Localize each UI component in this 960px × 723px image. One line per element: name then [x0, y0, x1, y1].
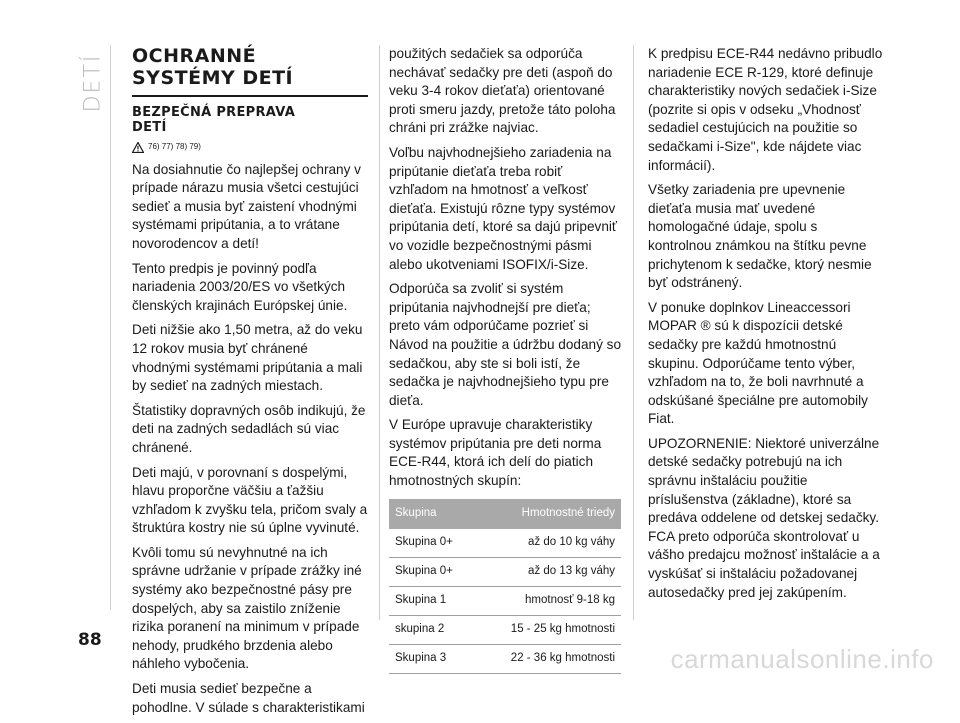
section-title-line-1: OCHRANNÉ: [132, 45, 257, 67]
table-cell-weight: 15 - 25 kg hmotnosti: [476, 615, 621, 644]
column-1: [132, 45, 368, 723]
paragraph: V Európe upravuje charakteristiky systémov pripútania pre deti norma ECE-R44, ktorá ich delí do piatich hmotnostných skupín:: [389, 417, 602, 489]
section-title-line-2: SYSTÉMY DETÍ: [132, 67, 294, 89]
paragraph: Odporúča sa zvoliť si systém pripútania najvhodnejší pre dieťa; preto vám odporúčame pozrieť si Návod na použitie a údržbu dodaný so sedačkou, aby ste si boli istí, že sedačka je najvhodnejšieho typu pre dieťa.: [389, 281, 622, 408]
table-header-weight: Hmotnostné triedy: [476, 499, 621, 529]
warning-reference-numbers: 76) 77) 78) 79): [148, 142, 201, 151]
weight-groups-table: [389, 499, 621, 674]
table-cell-group: Skupina 1: [389, 586, 476, 615]
chapter-side-tab-label: DETÍ: [80, 53, 106, 113]
paragraph: Tento predpis je povinný podľa nariadenia 2003/20/ES vo všetkých členských krajinách Európskej únie.: [132, 260, 348, 313]
table-cell-group: Skupina 0+: [389, 557, 476, 586]
paragraph: použitých sedačiek sa odporúča nechávať sedačky pre deti (aspoň do veku 3-4 rokov dieťaťa) orientované proti smeru jazdy, pretože táto poloha chráni pri zrážke najviac.: [389, 46, 616, 136]
section-subtitle: [132, 105, 368, 135]
paragraph: Deti musia sedieť bezpečne a pohodlne. V súlade s charakteristikami: [132, 681, 365, 715]
paragraph: V ponuke doplnkov Lineaccessori MOPAR ® sú k dispozícii detské sedačky pre každú hmotnostnú skupinu. Odporúčame tento výber, vzhľadom na to, že boli navrhnuté a odskúšané špeciálne pre automobily Fiat.: [648, 299, 868, 427]
page-number: 88: [78, 630, 102, 650]
paragraph: Voľbu najvhodnejšieho zariadenia na pripútanie dieťaťa treba robiť vzhľadom na hmotnosť a veľkosť dieťaťa. Existujú rôzne typy systémov pripútania detí, ktoré sa dajú pripevniť vo vozidle bezpečnostnými pásmi alebo ukotveniami ISOFIX/i-Size.: [389, 144, 618, 272]
table-cell-weight: 22 - 36 kg hmotnosti: [476, 644, 621, 673]
section-subtitle-line-2: DETÍ: [132, 120, 167, 135]
table-header-group: Skupina: [389, 499, 476, 529]
side-divider: [110, 45, 111, 610]
column-divider-2: [633, 45, 634, 620]
column-2: [389, 45, 621, 674]
paragraph: K predpisu ECE-R44 nedávno pribudlo nariadenie ECE R-129, ktoré definuje charakteristiky nových sedačiek i-Size (pozrite si opis v odseku „Vhodnosť sedadiel cestujúcich na použitie so sedačkami i-Size", kde nájdete viac informácií).: [648, 46, 883, 173]
table-row: [389, 557, 621, 586]
title-rule: [132, 95, 368, 97]
table-cell-group: Skupina 0+: [389, 529, 476, 558]
paragraph: UPOZORNENIE: Niektoré univerzálne detské sedačky potrebujú na ich správnu inštaláciu použitie príslušenstva (základne), ktoré sa predáva oddelene od detskej sedačky. FCA preto odporúča skontrolovať u vášho predajcu možnosť inštalácie a a vyskúšať si inštaláciu požadovanej autosedačky pred jej zakúpením.: [648, 435, 880, 600]
chapter-side-tab: [78, 48, 108, 118]
warning-references: [132, 138, 368, 157]
paragraph: Na dosiahnutie čo najlepšej ochrany v prípade nárazu musia všetci cestujúci sedieť a musia byť zaistení vhodnými systémami pripútania, a to vrátane novorodencov a detí!: [132, 161, 361, 251]
watermark: carmanualsonline.info: [670, 644, 934, 674]
paragraph: Štatistiky dopravných osôb indikujú, že deti na zadných sedadlách sú viac chránené.: [132, 402, 366, 455]
table-cell-weight: hmotnosť 9-18 kg: [476, 586, 621, 615]
paragraph: Deti majú, v porovnaní s dospelými, hlavu proporčne väčšiu a ťažšiu vzhľadom k zvyšku tela, pričom svaly a štruktúra kostry nie sú úplne vyvinuté.: [132, 464, 368, 536]
paragraph: Kvôli tomu sú nevyhnutné na ich správne udržanie v prípade zrážky iné systémy ako bezpečnostné pásy pre dospelých, aby sa zaistilo zníženie rizika poranení na minimum v prípade nehody, prudkého brzdenia alebo náhleho vybočenia.: [132, 544, 362, 672]
table-cell-weight: až do 13 kg váhy: [476, 557, 621, 586]
table-row: [389, 586, 621, 615]
column-3: [648, 45, 884, 608]
section-title: [132, 45, 368, 89]
section-subtitle-line-1: BEZPEČNÁ PREPRAVA: [132, 105, 296, 120]
paragraph: Všetky zariadenia pre upevnenie dieťaťa musia mať uvedené homologačné údaje, spolu s kontrolnou známkou na štítku pevne prichytenom k sedačke, ktorý nesmie byť odstránený.: [648, 182, 872, 291]
table-row: [389, 529, 621, 558]
table-cell-weight: až do 10 kg váhy: [476, 529, 621, 558]
warning-triangle-icon: [132, 142, 144, 153]
paragraph: Deti nižšie ako 1,50 metra, až do veku 12 rokov musia byť chránené vhodnými systémami pripútania a mali by sedieť na zadných miestach.: [132, 322, 363, 394]
table-cell-group: skupina 2: [389, 615, 476, 644]
column-divider-1: [379, 45, 380, 620]
table-row: [389, 644, 621, 673]
table-header-row: [389, 499, 621, 529]
table-row: [389, 615, 621, 644]
table-cell-group: Skupina 3: [389, 644, 476, 673]
